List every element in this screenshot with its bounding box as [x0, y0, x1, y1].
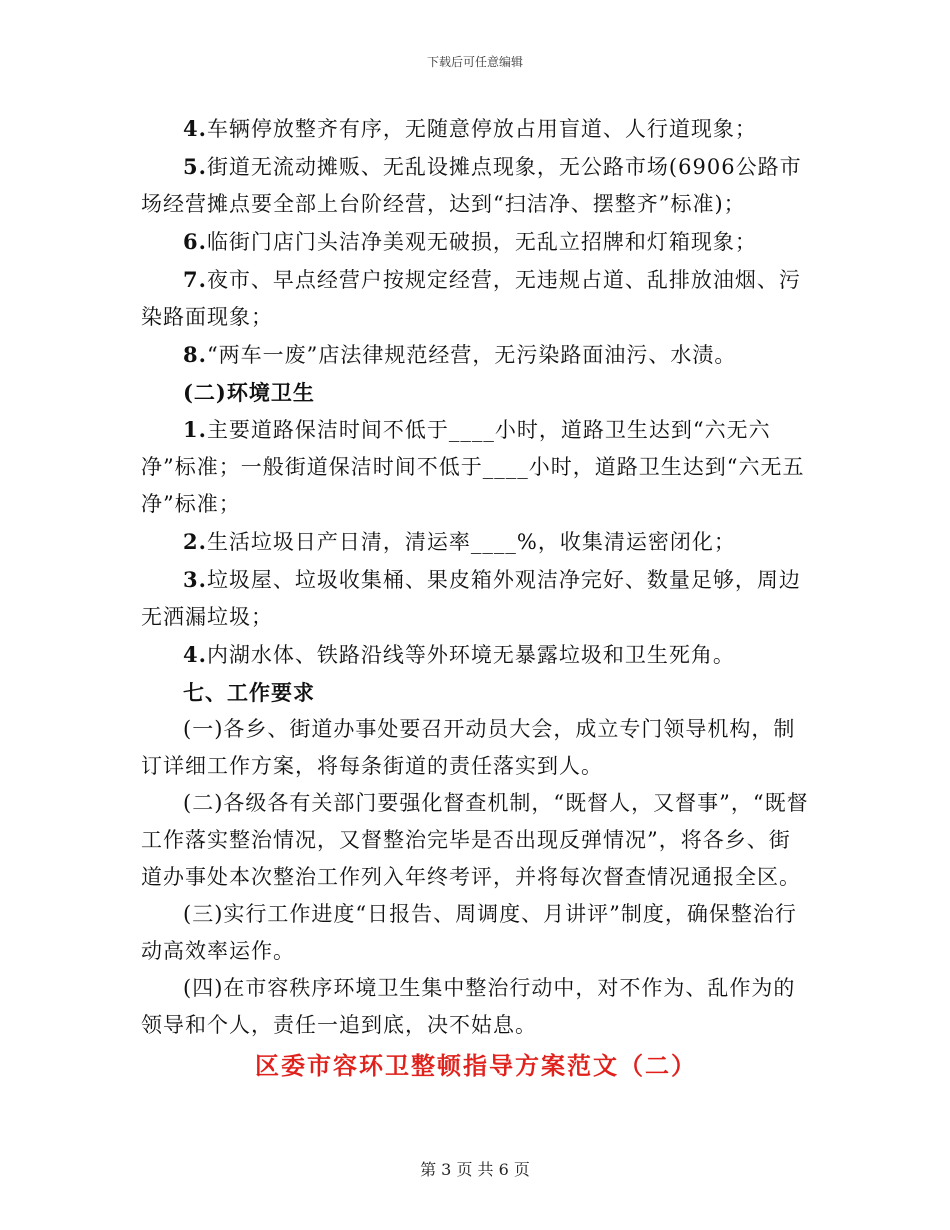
- list-item-env: [141, 411, 811, 523]
- requirement-item: (二)各级各有关部门要强化督查机制，“既督人，又督事”，“既督工作落实整治情况，又督整治完毕是否出现反弹情况”，将各乡、街道办事处本次整治工作列入年终考评，并将每次督查情况通报全区。: [141, 791, 809, 889]
- page-header: 下载后可任意编辑: [426, 55, 523, 69]
- heading-work-requirements: 七、工作要求: [183, 680, 315, 705]
- list-item-order: [141, 261, 811, 336]
- item-number: 6.: [183, 229, 207, 254]
- list-item-order: [141, 110, 811, 148]
- requirement-item: (四)在市容秩序环境卫生集中整治行动中，对不作为、乱作为的领导和个人，责任一追到底，决不姑息。: [141, 976, 796, 1037]
- item-number: 5.: [183, 154, 207, 179]
- item-text: 临街门店门头洁净美观无破损，无乱立招牌和灯箱现象；: [206, 230, 757, 254]
- page-footer: 第 3 页 共 6 页: [420, 1160, 530, 1179]
- item-number: 4.: [183, 116, 207, 141]
- requirement-item: (一)各乡、街道办事处要召开动员大会，成立专门领导机构，制订详细工作方案，将每条街道的责任落实到人。: [141, 717, 796, 778]
- item-text: 生活垃圾日产日清，清运率____%，收集清运密闭化；: [206, 530, 736, 554]
- requirement-item: (三)实行工作进度“日报告、周调度、月讲评”制度，确保整治行动高效率运作。: [141, 902, 797, 963]
- list-item-order: [141, 223, 811, 261]
- list-item-env: [141, 561, 811, 636]
- item-text: “两车一废”店法律规范经营，无污染路面油污、水渍。: [206, 343, 737, 367]
- item-text: 街道无流动摊贩、无乱设摊点现象，无公路市场(6906公路市场经营摊点要全部上台阶经营，达到“扫洁净、摆整齐”标准)；: [141, 155, 802, 216]
- item-text: 车辆停放整齐有序，无随意停放占用盲道、人行道现象；: [206, 117, 757, 141]
- item-text: 主要道路保洁时间不低于____小时，道路卫生达到“六无六净”标准；一般街道保洁时间不低于____小时，道路卫生达到“六无五净”标准；: [141, 418, 805, 516]
- list-item-env: [141, 636, 811, 674]
- item-number: 8.: [183, 342, 207, 367]
- item-number: 7.: [183, 267, 207, 292]
- item-number: 2.: [183, 529, 207, 554]
- list-item-order: [141, 336, 811, 374]
- item-number: 3.: [183, 567, 207, 592]
- item-number: 4.: [183, 642, 207, 667]
- section-title: 区委市容环卫整顿指导方案范文（二）: [255, 1051, 697, 1080]
- item-text: 夜市、早点经营户按规定经营，无违规占道、乱排放油烟、污染路面现象；: [141, 268, 801, 329]
- list-item-env: [141, 523, 811, 561]
- subheading-environment: (二)环境卫生: [183, 380, 315, 405]
- item-number: 1.: [183, 417, 207, 442]
- list-item-order: [141, 148, 811, 223]
- document-body: [141, 110, 811, 1086]
- item-text: 内湖水体、铁路沿线等外环境无暴露垃圾和卫生死角。: [206, 643, 735, 667]
- item-text: 垃圾屋、垃圾收集桶、果皮箱外观洁净完好、数量足够，周边无洒漏垃圾；: [141, 568, 801, 629]
